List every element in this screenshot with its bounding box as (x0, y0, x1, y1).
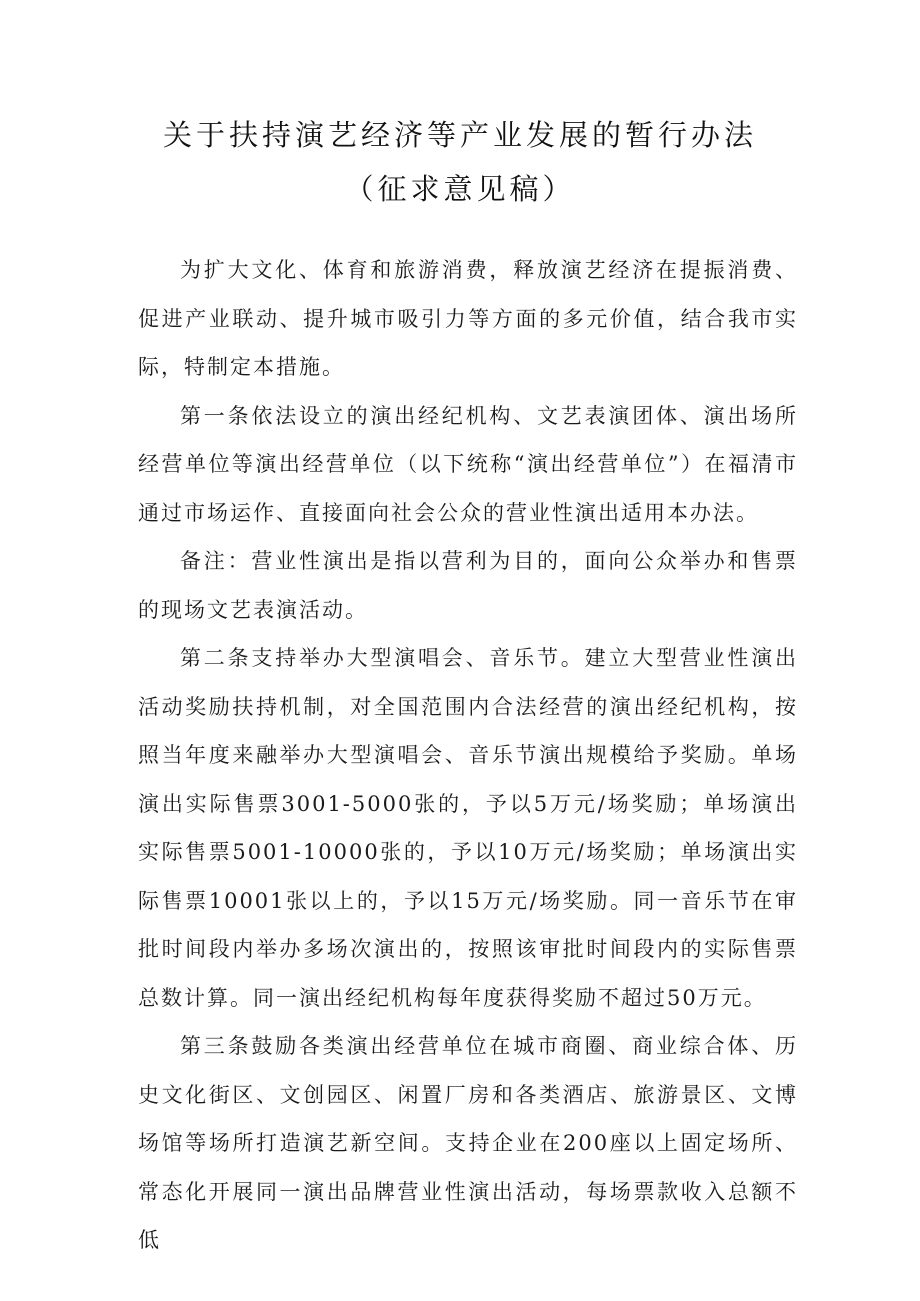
paragraph-note: 备注：营业性演出是指以营利为目的，面向公众举办和售票的现场文艺表演活动。 (138, 549, 798, 622)
paragraph-article-3: 第三条鼓励各类演出经营单位在城市商圈、商业综合体、历史文化街区、文创园区、闲置厂房和各类酒店、旅游景区、文博场馆等场所打造演艺新空间。支持企业在200座以上固定场所、常态化开展同一演出品牌营业性演出活动，每场票款收入总额不低 (138, 1034, 798, 1252)
paragraph-article-2: 第二条支持举办大型演唱会、音乐节。建立大型营业性演出活动奖励扶持机制，对全国范围内合法经营的演出经纪机构，按照当年度来融举办大型演唱会、音乐节演出规模给予奖励。单场演出实际售票3001-5000张的，予以5万元/场奖励；单场演出实际售票5001-10000张的，予以10万元/场奖励；单场演出实际售票10001张以上的，予以15万元/场奖励。同一音乐节在审批时间段内举办多场次演出的，按照该审批时间段内的实际售票总数计算。同一演出经纪机构每年度获得奖励不超过50万元。 (138, 646, 798, 1010)
paragraph-intro: 为扩大文化、体育和旅游消费，释放演艺经济在提振消费、促进产业联动、提升城市吸引力等方面的多元价值，结合我市实际，特制定本措施。 (138, 258, 798, 379)
document-body (138, 246, 798, 1265)
document-title: 关于扶持演艺经济等产业发展的暂行办法（征求意见稿） (162, 118, 757, 206)
paragraph-article-1: 第一条依法设立的演出经纪机构、文艺表演团体、演出场所经营单位等演出经营单位（以下统称“演出经营单位”）在福清市通过市场运作、直接面向社会公众的营业性演出适用本办法。 (138, 403, 798, 525)
